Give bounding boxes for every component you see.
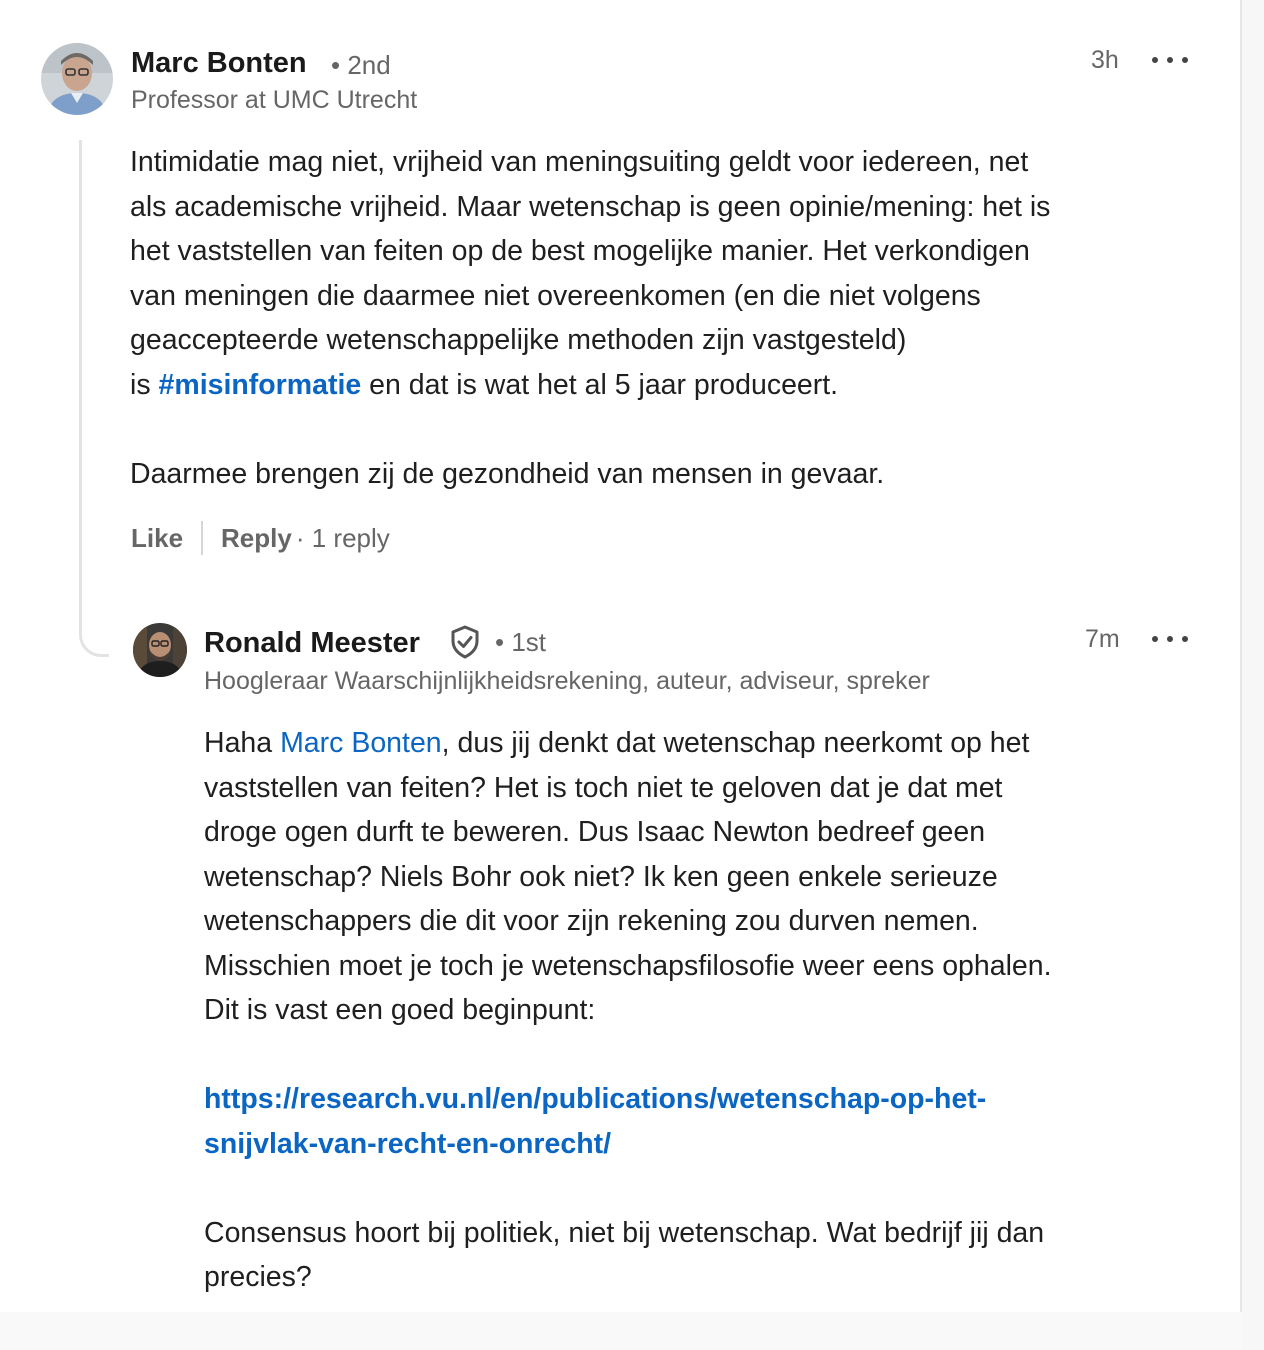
comment-line: als academische vrijheid. Maar wetenschap is geen opinie/mening: het is xyxy=(130,190,1051,223)
reply-line: precies? xyxy=(204,1261,312,1293)
comment-timestamp: 3h xyxy=(1091,46,1119,74)
comment-actions xyxy=(131,521,390,555)
comment-author-name[interactable]: Marc Bonten xyxy=(131,47,307,79)
comment-line: het vaststellen van feiten op de best mogelijke manier. Het verkondigen xyxy=(130,235,1030,267)
page-gutter xyxy=(1242,0,1264,1350)
blank-line xyxy=(204,1033,1052,1078)
shield-check-icon xyxy=(448,624,482,660)
comment-line: van meningen die daarmee niet overeenkomen (en die niet volgens xyxy=(130,279,981,312)
reply-count[interactable]: · 1 reply xyxy=(295,522,390,553)
blank-line xyxy=(130,407,1050,452)
more-options-icon[interactable] xyxy=(1152,52,1188,68)
url-link-line-1[interactable] xyxy=(204,1077,1052,1122)
comment-line: Intimidatie mag niet, vrijheid van meningsuiting geldt voor iedereen, net xyxy=(130,146,1029,178)
url-link-line-2[interactable] xyxy=(204,1122,1052,1167)
reply-author-headline: Hoogleraar Waarschijnlijkheidsrekening, auteur, adviseur, spreker xyxy=(204,667,930,695)
like-button[interactable]: Like xyxy=(131,522,184,553)
hashtag-link[interactable]: #misinformatie xyxy=(158,368,362,401)
reply-line: Misschien moet je toch je wetenschapsfilosofie weer eens ophalen. xyxy=(204,949,1052,982)
url-link[interactable]: snijvlak-van-recht-en-onrecht/ xyxy=(204,1127,612,1160)
reply-line: vaststellen van feiten? Het is toch niet te geloven dat je dat met xyxy=(204,771,1003,804)
reply-line: wetenschap? Niels Bohr ook niet? Ik ken geen enkele serieuze xyxy=(204,860,998,893)
text-segment: Haha xyxy=(204,727,281,759)
reply-body xyxy=(204,721,1052,1300)
reply-line: wetenschappers die dit voor zijn rekening zou durven nemen. xyxy=(204,905,979,937)
url-link[interactable]: https://research.vu.nl/en/publications/wetenschap-op-het- xyxy=(204,1083,987,1115)
reply-timestamp: 7m xyxy=(1085,625,1120,653)
avatar-ronald-meester[interactable] xyxy=(133,623,187,677)
reply-line: droge ogen durft te beweren. Dus Isaac Newton bedreef geen xyxy=(204,816,986,848)
reply-line-mention xyxy=(204,721,1052,766)
comment-line: geaccepteerde wetenschappelijke methoden zijn vastgesteld) xyxy=(130,324,907,356)
text-segment: is xyxy=(130,368,159,401)
more-options-icon[interactable] xyxy=(1152,631,1188,647)
page-divider xyxy=(1240,0,1242,1350)
thread-connector-line xyxy=(79,140,109,657)
bottom-strip xyxy=(0,1312,1242,1350)
mention-link[interactable]: Marc Bonten xyxy=(280,727,442,759)
connection-degree: • 2nd xyxy=(331,50,391,80)
reply-line: Dit is vast een goed beginpunt: xyxy=(204,994,596,1026)
reply-line: Consensus hoort bij politiek, niet bij wetenschap. Wat bedrijf jij dan xyxy=(204,1216,1045,1249)
comment-line: Daarmee brengen zij de gezondheid van mensen in gevaar. xyxy=(130,457,885,490)
reply-button[interactable]: Reply xyxy=(221,522,292,553)
connection-degree: • 1st xyxy=(495,627,547,657)
reply-author-name[interactable]: Ronald Meester xyxy=(204,627,420,659)
action-divider xyxy=(201,521,203,555)
comment-line-hashtag xyxy=(130,363,1050,408)
blank-line xyxy=(204,1166,1052,1211)
avatar-marc-bonten[interactable] xyxy=(41,43,113,115)
comment-body xyxy=(130,140,1050,496)
text-segment: , dus jij denkt dat wetenschap neerkomt op het xyxy=(441,727,1030,759)
comment-author-headline: Professor at UMC Utrecht xyxy=(131,86,418,114)
text-segment: en dat is wat het al 5 jaar produceert. xyxy=(361,368,839,401)
